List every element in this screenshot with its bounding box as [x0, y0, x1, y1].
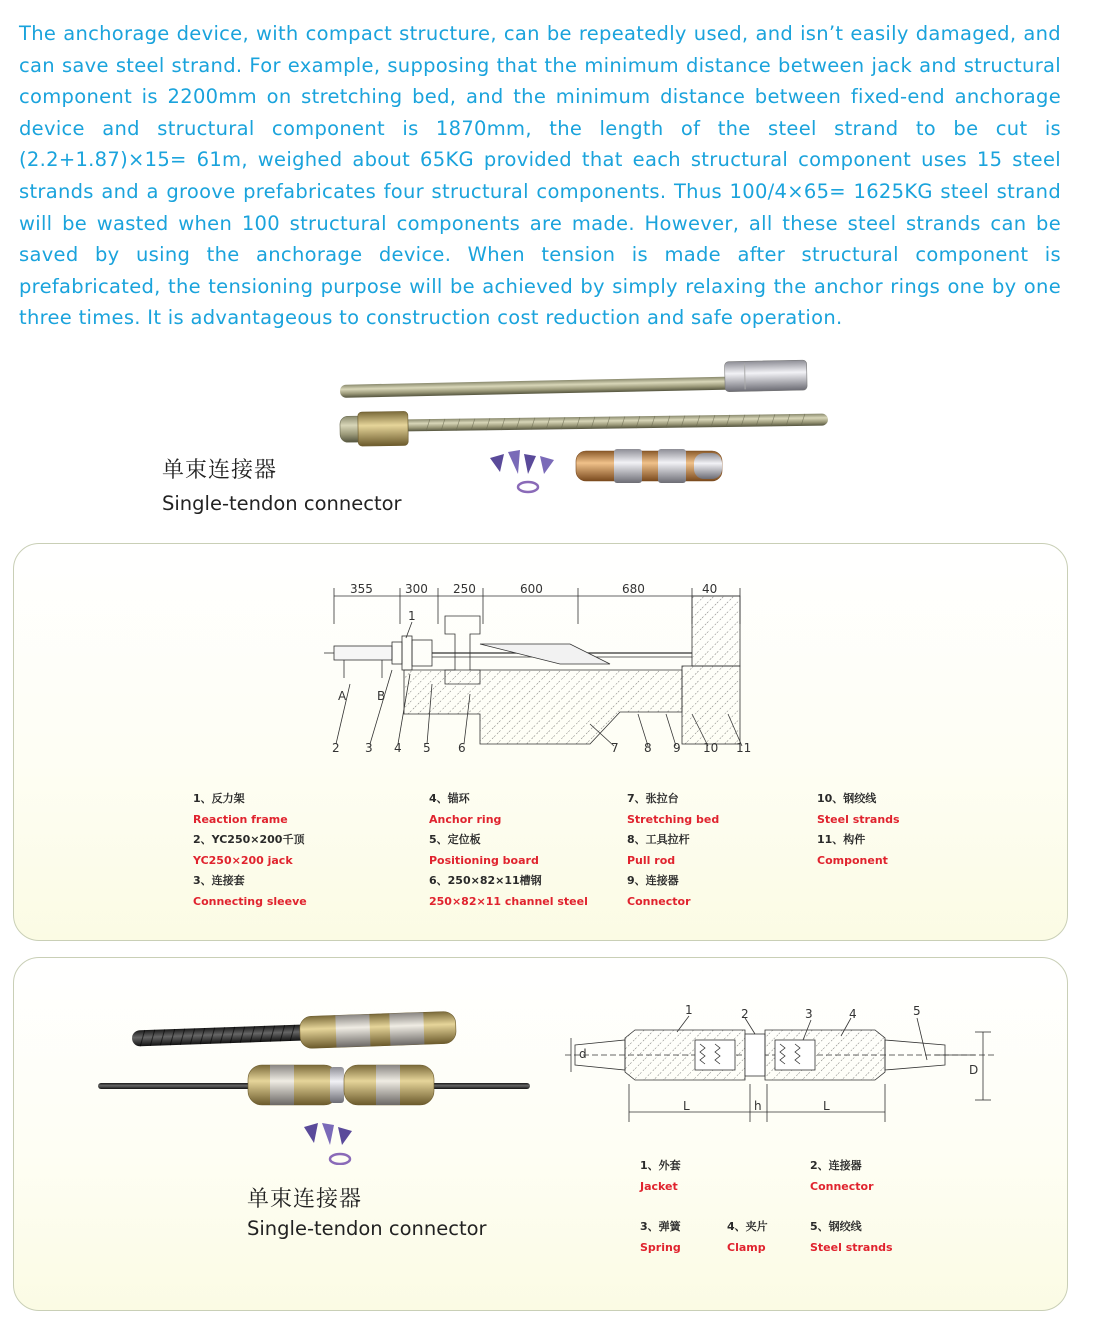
legend-item-zh: 1、反力架 [193, 792, 245, 805]
callout-label: 9 [673, 741, 681, 755]
legend-item-en: Spring [640, 1240, 681, 1254]
product2-caption-zh: 单束连接器 [247, 1187, 363, 1212]
dim-label: 250 [453, 582, 476, 596]
legend-item-en: Anchor ring [429, 812, 502, 826]
side-label: B [377, 689, 386, 703]
side-label: A [338, 689, 347, 703]
legend-item-en: Stretching bed [627, 812, 720, 826]
callout-label: 6 [458, 741, 466, 755]
legend2-item [727, 1217, 768, 1258]
dim-label: 40 [702, 582, 718, 596]
legend-item-zh: 4、锚环 [429, 792, 470, 805]
legend-item-zh: 5、钢绞线 [810, 1220, 862, 1233]
legend-item-zh: 9、连接器 [627, 874, 679, 887]
callout-label: 1 [685, 1003, 693, 1017]
callout-label: 3 [365, 741, 373, 755]
callout-label: 4 [849, 1007, 857, 1021]
legend-item-en: Connector [810, 1179, 874, 1193]
legend-item-zh: 11、构件 [817, 833, 866, 846]
connector-photo-2 [90, 1005, 550, 1165]
callout-label: 3 [805, 1007, 813, 1021]
legend-item-en: Steel strands [817, 812, 900, 826]
legend-item-en: Reaction frame [193, 812, 288, 826]
legend-item-en: Jacket [640, 1179, 678, 1193]
legend2-item [810, 1156, 874, 1197]
legend2-item [640, 1156, 681, 1197]
dim-label: 300 [405, 582, 428, 596]
dim-label: 600 [520, 582, 543, 596]
connector-photo-1 [330, 355, 840, 495]
callout-label: 10 [703, 741, 719, 755]
legend-item-en: Clamp [727, 1240, 766, 1254]
legend-item-en: Positioning board [429, 853, 539, 867]
callout-label: 4 [394, 741, 402, 755]
legend-item-zh: 2、YC250×200千顶 [193, 833, 305, 846]
callout-label: 7 [611, 741, 619, 755]
legend-item-en: Component [817, 853, 888, 867]
connector-section-diagram [555, 1000, 1005, 1136]
legend1-column [193, 789, 307, 912]
callout-label: 2 [741, 1007, 749, 1021]
callout-label: 8 [644, 741, 652, 755]
legend-item-zh: 6、250×82×11槽钢 [429, 874, 542, 887]
product2-caption-en: Single-tendon connector [247, 1217, 487, 1240]
legend1-column [429, 789, 588, 912]
legend1-column [627, 789, 719, 912]
product1-caption-en: Single-tendon connector [162, 492, 402, 515]
dim-label: D [969, 1063, 979, 1077]
legend2-item [640, 1217, 681, 1258]
callout-label: 1 [408, 609, 416, 623]
legend-item-zh: 1、外套 [640, 1159, 681, 1172]
dim-label: 680 [622, 582, 645, 596]
legend-item-zh: 2、连接器 [810, 1159, 862, 1172]
legend-item-en: Steel strands [810, 1240, 893, 1254]
legend-item-en: 250×82×11 channel steel [429, 894, 588, 908]
legend2-item [810, 1217, 893, 1258]
legend-item-zh: 3、连接套 [193, 874, 245, 887]
dim-label: 355 [350, 582, 373, 596]
legend-item-zh: 5、定位板 [429, 833, 481, 846]
product1-caption-zh: 单束连接器 [162, 458, 278, 483]
intro-paragraph: The anchorage device, with compact structure, can be repeatedly used, and isn’t easily damaged, and can save steel strand. For example, supposing that the minimum distance between jack and structural component is 2200mm on stretching bed, and the minimum distance between fixed-end anchorage device and structural component is 1870mm, the length of the steel strand to be cut is (2.2+1.87)×15= 61m, weighed about 65KG provided that each structural component uses 15 steel strands and a groove prefabricates four structural components. Thus 100/4×65= 1625KG steel strand will be wasted when 100 structural components are made. However, all these steel strands can be saved by using the anchorage device. When tension is made after structural component is prefabricated, the tensioning purpose will be achieved by simply relaxing the anchor rings one by one three times. It is advantageous to construction cost reduction and safe operation. [19, 22, 1061, 330]
dim-label: d [579, 1047, 587, 1061]
callout-label: 11 [736, 741, 752, 755]
dim-label: h [754, 1099, 762, 1113]
callout-label: 5 [423, 741, 431, 755]
legend-item-zh: 7、张拉台 [627, 792, 679, 805]
legend-item-zh: 10、钢绞线 [817, 792, 877, 805]
legend-item-en: Connector [627, 894, 691, 908]
legend-item-en: Connecting sleeve [193, 894, 307, 908]
dim-label: L [683, 1099, 690, 1113]
callout-label: 2 [332, 741, 340, 755]
dim-label: L [823, 1099, 830, 1113]
legend-item-zh: 3、弹簧 [640, 1220, 681, 1233]
callout-label: 5 [913, 1004, 921, 1018]
legend-item-zh: 4、夹片 [727, 1220, 768, 1233]
legend-item-zh: 8、工具拉杆 [627, 833, 690, 846]
legend1-column [817, 789, 900, 871]
legend-item-en: YC250×200 jack [193, 853, 293, 867]
installation-diagram [320, 574, 760, 766]
legend-item-en: Pull rod [627, 853, 676, 867]
